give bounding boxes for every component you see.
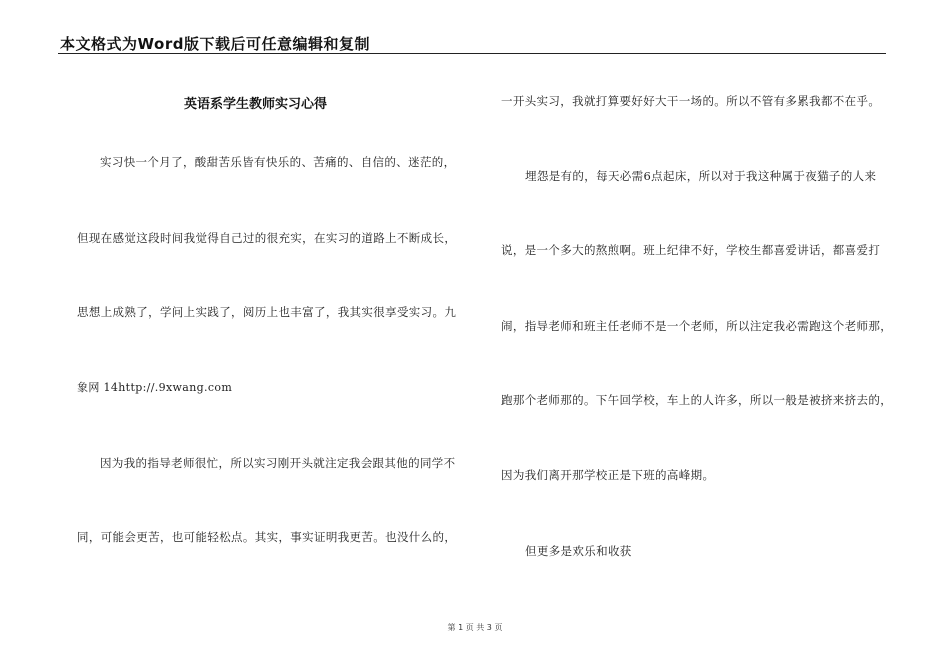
right-paragraph-line: 说，是一个多大的熬煎啊。班上纪律不好，学校生都喜爱讲话，都喜爱打 (501, 243, 881, 257)
page-number: 第 1 页 共 3 页 (447, 623, 503, 632)
right-paragraph-line: 因为我们离开那学校正是下班的高峰期。 (501, 468, 715, 482)
left-paragraph-line: 同，可能会更苦，也可能轻松点。其实，事实证明我更苦。也没什么的， (77, 530, 457, 544)
document-banner: 本文格式为Word版下载后可任意编辑和复制 (60, 35, 370, 53)
right-paragraph-line: 闹，指导老师和班主任老师不是一个老师，所以注定我必需跑这个老师那， (501, 319, 893, 333)
left-paragraph-line: 象网 14http://.9xwang.com (77, 381, 233, 394)
left-paragraph-line: 但现在感觉这段时间我觉得自己过的很充实，在实习的道路上不断成长， (77, 231, 457, 245)
left-paragraph-line: 思想上成熟了，学问上实践了，阅历上也丰富了，我其实很享受实习。九 (77, 305, 457, 319)
header-divider (58, 53, 886, 54)
left-paragraph-line: 实习快一个月了，酸甜苦乐皆有快乐的、苦痛的、自信的、迷茫的， (100, 155, 456, 169)
right-paragraph-line: 跑那个老师那的。下午回学校，车上的人许多，所以一般是被挤来挤去的， (501, 393, 893, 407)
right-paragraph-line: 但更多是欢乐和收获 (525, 544, 632, 558)
right-paragraph-line: 埋怨是有的，每天必需6点起床，所以对于我这种属于夜猫子的人来 (525, 169, 877, 183)
left-paragraph-line: 因为我的指导老师很忙，所以实习刚开头就注定我会跟其他的同学不 (100, 456, 456, 470)
right-paragraph-line: 一开头实习，我就打算要好好大干一场的。所以不管有多累我都不在乎。 (501, 94, 881, 108)
document-title: 英语系学生教师实习心得 (184, 97, 328, 112)
